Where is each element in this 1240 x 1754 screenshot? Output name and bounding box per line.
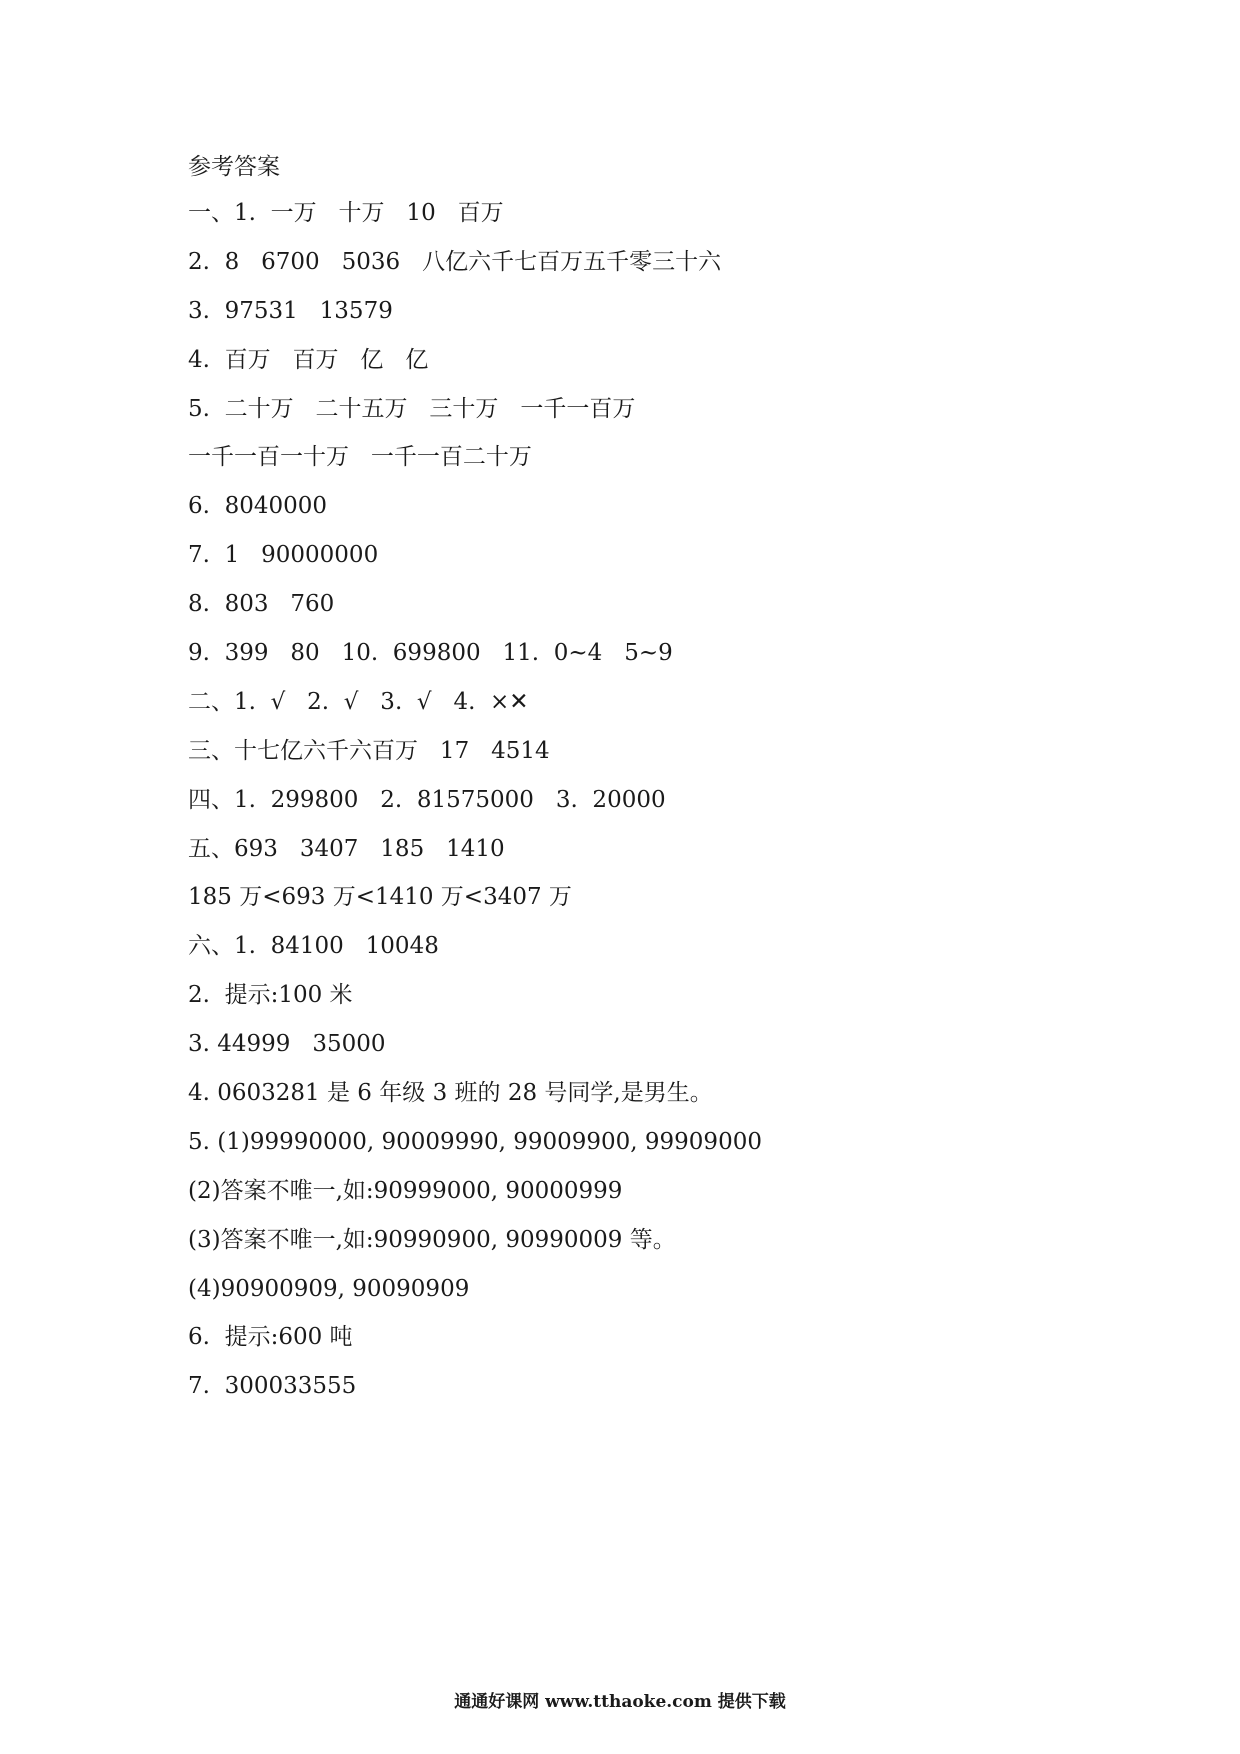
answer-line: 9. 399 80 10. 699800 11. 0~4 5~9 (188, 640, 673, 667)
answer-line: 3. 97531 13579 (188, 297, 393, 324)
answer-list (188, 196, 1188, 1418)
answer-line: 185 万<693 万<1410 万<3407 万 (188, 884, 572, 911)
answer-line: 二、1. √ 2. √ 3. √ 4. ×✕ (188, 688, 529, 715)
answer-line: (3)答案不唯一,如:90990900, 90990009 等。 (188, 1226, 676, 1253)
answer-line: 5. (1)99990000, 90009990, 99009900, 99909000 (188, 1128, 762, 1155)
answer-line: 5. 二十万 二十五万 三十万 一千一百万 (188, 395, 636, 422)
answer-line: 2. 8 6700 5036 八亿六千七百万五千零三十六 (188, 248, 722, 275)
answer-line: 三、十七亿六千六百万 17 4514 (188, 737, 550, 764)
answer-line: 2. 提示:100 米 (188, 982, 353, 1009)
answer-line: (2)答案不唯一,如:90999000, 90000999 (188, 1177, 623, 1204)
answer-line: 4. 百万 百万 亿 亿 (188, 346, 429, 373)
answer-line: 7. 1 90000000 (188, 542, 379, 569)
answer-line: 3. 44999 35000 (188, 1031, 386, 1058)
page-title: 参考答案 (188, 154, 280, 180)
footer-credit: 通通好课网 www.tthaoke.com 提供下载 (454, 1692, 786, 1712)
answer-line: 一千一百一十万 一千一百二十万 (188, 444, 532, 471)
answer-line: 6. 8040000 (188, 493, 327, 520)
answer-line: 一、1. 一万 十万 10 百万 (188, 200, 504, 226)
answer-line: 8. 803 760 (188, 591, 335, 618)
answer-line: 4. 0603281 是 6 年级 3 班的 28 号同学,是男生。 (188, 1080, 713, 1107)
answer-line: 五、693 3407 185 1410 (188, 835, 505, 862)
answer-line: 六、1. 84100 10048 (188, 933, 439, 960)
answer-line: 6. 提示:600 吨 (188, 1324, 353, 1351)
answer-line: 四、1. 299800 2. 81575000 3. 20000 (188, 786, 666, 813)
answer-line: (4)90900909, 90090909 (188, 1275, 470, 1302)
answer-line: 7. 300033555 (188, 1373, 357, 1400)
